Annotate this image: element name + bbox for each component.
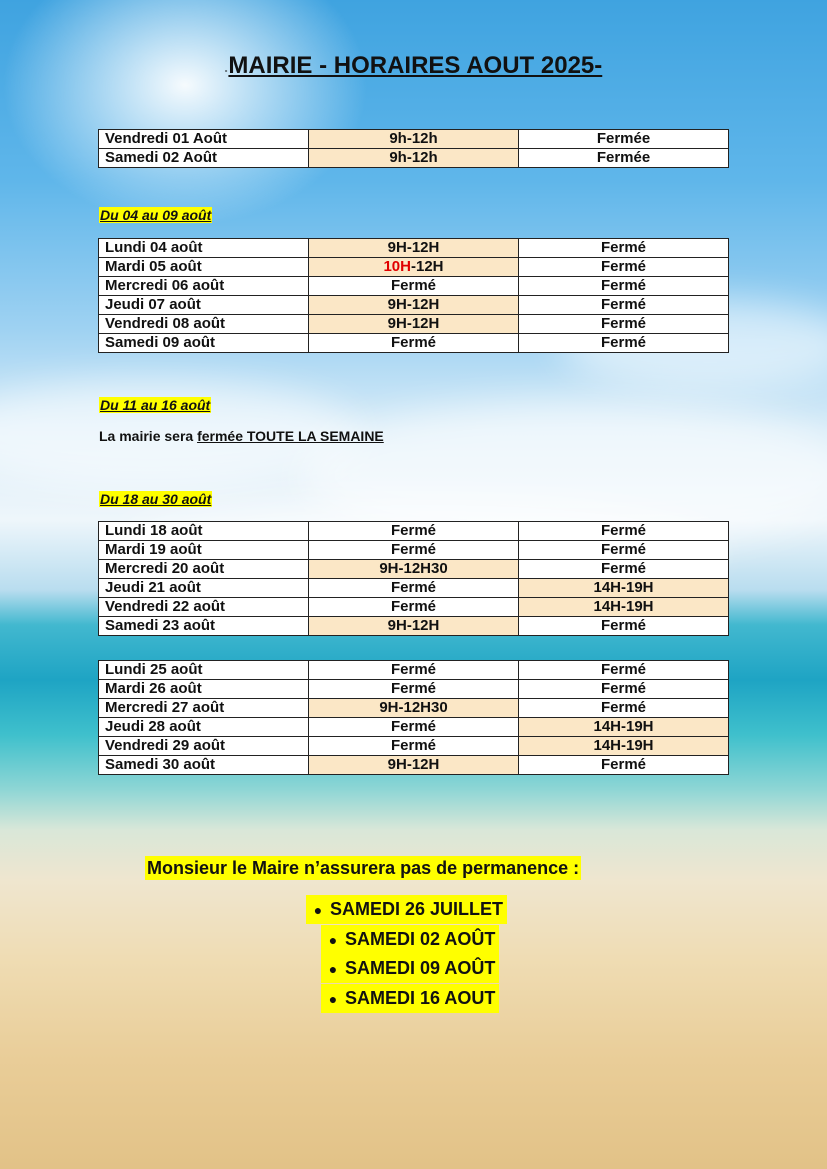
table-row: [99, 258, 729, 277]
afternoon-hours-cell: 14H-19H: [519, 737, 729, 756]
afternoon-hours-cell: 14H-19H: [519, 579, 729, 598]
afternoon-hours-cell: 14H-19H: [519, 718, 729, 737]
table-row: [99, 130, 729, 149]
list-item: ● SAMEDI 02 AOÛT: [321, 925, 499, 954]
afternoon-hours-cell: Fermé: [519, 756, 729, 775]
table-row: [99, 680, 729, 699]
table-row: [99, 239, 729, 258]
hour-rest: -12H: [411, 258, 444, 275]
afternoon-hours-cell: Fermé: [519, 296, 729, 315]
table-row: [99, 661, 729, 680]
afternoon-hours-cell: Fermée: [519, 130, 729, 149]
table-row: [99, 296, 729, 315]
day-cell: Mercredi 20 août: [99, 560, 309, 579]
afternoon-hours-cell: Fermé: [519, 541, 729, 560]
morning-hours-cell: 9h-12h: [309, 149, 519, 168]
morning-hours-cell: Fermé: [309, 541, 519, 560]
day-cell: Lundi 18 août: [99, 522, 309, 541]
morning-hours-cell: 9H-12H: [309, 756, 519, 775]
schedule-table-18-23-aug: [98, 521, 729, 636]
day-cell: Mardi 05 août: [99, 258, 309, 277]
day-cell: Samedi 30 août: [99, 756, 309, 775]
morning-hours-cell: 9H-12H: [309, 315, 519, 334]
afternoon-hours-cell: 14H-19H: [519, 598, 729, 617]
morning-hours-cell: 9H-12H: [309, 617, 519, 636]
afternoon-hours-cell: Fermé: [519, 617, 729, 636]
bullet-icon: ●: [328, 961, 338, 977]
table-row: [99, 541, 729, 560]
day-cell: Samedi 02 Août: [99, 149, 309, 168]
list-item: ● SAMEDI 26 JUILLET: [306, 895, 507, 924]
bullet-icon: ●: [328, 932, 338, 948]
day-cell: Jeudi 07 août: [99, 296, 309, 315]
afternoon-hours-cell: Fermé: [519, 560, 729, 579]
table-row: [99, 598, 729, 617]
morning-hours-cell: Fermé: [309, 718, 519, 737]
closed-note-prefix: La mairie sera: [99, 428, 198, 444]
table-row: [99, 315, 729, 334]
morning-hours-cell: 9H-12H: [309, 239, 519, 258]
morning-hours-cell: Fermé: [309, 661, 519, 680]
day-cell: Samedi 09 août: [99, 334, 309, 353]
list-item: ● SAMEDI 16 AOUT: [321, 984, 499, 1013]
morning-hours-cell: Fermé: [309, 680, 519, 699]
morning-hours-cell: Fermé: [309, 277, 519, 296]
table-row: [99, 522, 729, 541]
schedule-table-04-09-aug: [98, 238, 729, 353]
section-label-18-30: Du 18 au 30 août: [100, 491, 212, 507]
title-prefix: -: [224, 66, 228, 75]
morning-hours-cell: Fermé: [309, 579, 519, 598]
closed-week-note: [99, 428, 384, 444]
day-cell: Mercredi 27 août: [99, 699, 309, 718]
day-cell: Vendredi 01 Août: [99, 130, 309, 149]
mayor-notice: Monsieur le Maire n’assurera pas de permanence :: [147, 858, 580, 878]
schedule-table-25-30-aug: [98, 660, 729, 775]
morning-hours-cell: Fermé: [309, 737, 519, 756]
section-label-11-16: Du 11 au 16 août: [100, 397, 211, 413]
day-cell: Mardi 19 août: [99, 541, 309, 560]
page-title: [0, 52, 827, 80]
schedule-table-1-2-aug: [98, 129, 729, 168]
morning-hours-cell: 9h-12h: [309, 130, 519, 149]
afternoon-hours-cell: Fermée: [519, 149, 729, 168]
afternoon-hours-cell: Fermé: [519, 699, 729, 718]
table-row: [99, 737, 729, 756]
afternoon-hours-cell: Fermé: [519, 239, 729, 258]
day-cell: Samedi 23 août: [99, 617, 309, 636]
table-row: [99, 334, 729, 353]
afternoon-hours-cell: Fermé: [519, 277, 729, 296]
day-cell: Mardi 26 août: [99, 680, 309, 699]
table-row: [99, 756, 729, 775]
closed-note-emphasis: fermée TOUTE LA SEMAINE: [197, 428, 384, 444]
afternoon-hours-cell: Fermé: [519, 680, 729, 699]
day-cell: Jeudi 28 août: [99, 718, 309, 737]
afternoon-hours-cell: Fermé: [519, 661, 729, 680]
day-cell: Vendredi 22 août: [99, 598, 309, 617]
afternoon-hours-cell: Fermé: [519, 522, 729, 541]
day-cell: Vendredi 29 août: [99, 737, 309, 756]
day-cell: Lundi 25 août: [99, 661, 309, 680]
afternoon-hours-cell: Fermé: [519, 315, 729, 334]
morning-hours-cell: 9H-12H30: [309, 560, 519, 579]
title-text: MAIRIE - HORAIRES AOUT 2025-: [228, 52, 603, 79]
morning-hours-cell: 9H-12H30: [309, 699, 519, 718]
table-row: [99, 617, 729, 636]
table-row: [99, 718, 729, 737]
day-cell: Jeudi 21 août: [99, 579, 309, 598]
afternoon-hours-cell: Fermé: [519, 334, 729, 353]
section-label-04-09: Du 04 au 09 août: [100, 207, 212, 223]
bullet-icon: ●: [328, 991, 338, 1007]
day-cell: Mercredi 06 août: [99, 277, 309, 296]
table-row: [99, 699, 729, 718]
morning-hours-cell: Fermé: [309, 334, 519, 353]
afternoon-hours-cell: Fermé: [519, 258, 729, 277]
morning-hours-cell: Fermé: [309, 522, 519, 541]
changed-hour: 10H: [383, 258, 411, 275]
table-row: [99, 579, 729, 598]
table-row: [99, 560, 729, 579]
table-row: [99, 277, 729, 296]
bullet-icon: ●: [313, 902, 323, 918]
table-row: [99, 149, 729, 168]
day-cell: Vendredi 08 août: [99, 315, 309, 334]
list-item: ● SAMEDI 09 AOÛT: [321, 954, 499, 983]
day-cell: Lundi 04 août: [99, 239, 309, 258]
morning-hours-cell: 9H-12H: [309, 296, 519, 315]
morning-hours-cell: Fermé: [309, 598, 519, 617]
morning-hours-cell: [309, 258, 519, 277]
